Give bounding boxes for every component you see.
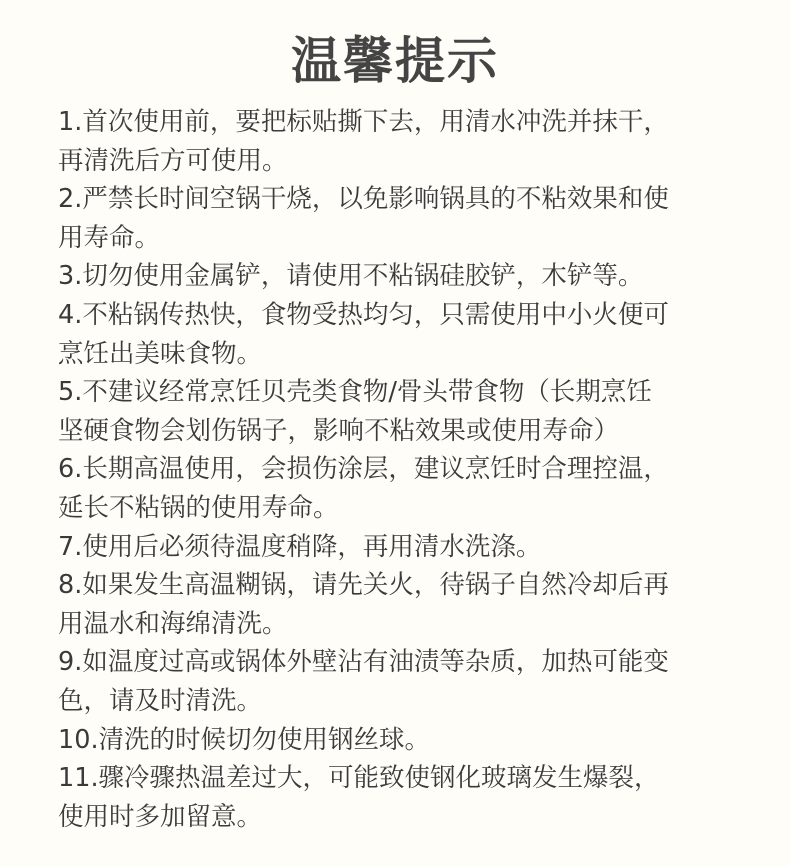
- tip-line: 用温水和海绵清洗。: [58, 608, 288, 639]
- tip-line: 使用时多加留意。: [58, 801, 263, 832]
- tip-line: 8.如果发生高温糊锅，请先关火，待锅子自然冷却后再: [58, 570, 669, 601]
- tip-line: 11.骤冷骤热温差过大，可能致使钢化玻璃发生爆裂，: [58, 763, 660, 794]
- page-title: 温馨提示: [291, 32, 499, 90]
- tip-line: 烹饪出美味食物。: [58, 338, 263, 369]
- tip-line: 9.如温度过高或锅体外壁沾有油渍等杂质，加热可能变: [58, 647, 669, 678]
- tip-item: [58, 643, 732, 720]
- tip-item: [58, 566, 732, 643]
- tip-item: [58, 296, 732, 373]
- tip-item: [58, 373, 732, 450]
- tip-line: 6.长期高温使用，会损伤涂层，建议烹饪时合理控温，: [58, 454, 669, 485]
- tip-line: 10.清洗的时候切勿使用钢丝球。: [58, 724, 431, 755]
- tip-line: 1.首次使用前，要把标贴撕下去，用清水冲洗并抹干，: [58, 107, 669, 137]
- tip-item: [58, 759, 732, 836]
- tip-line: 用寿命。: [58, 222, 161, 253]
- tip-item: [58, 721, 732, 760]
- tip-item: [58, 528, 732, 567]
- tip-item: [58, 180, 732, 257]
- tips-list: [58, 103, 732, 836]
- tip-item: [58, 103, 732, 180]
- tip-line: 再清洗后方可使用。: [58, 145, 288, 176]
- tip-line: 3.切勿使用金属铲，请使用不粘锅硅胶铲，木铲等。: [58, 261, 644, 292]
- tip-line: 7.使用后必须待温度稍降，再用清水洗涤。: [58, 531, 542, 562]
- tip-line: 2.严禁长时间空锅干烧，以免影响锅具的不粘效果和使: [58, 184, 669, 215]
- tip-item: [58, 450, 732, 527]
- tip-line: 4.不粘锅传热快，食物受热均匀，只需使用中小火便可: [58, 299, 669, 330]
- tip-line: 延长不粘锅的使用寿命。: [58, 492, 339, 523]
- tip-line: 坚硬食物会划伤锅子，影响不粘效果或使用寿命）: [58, 415, 620, 446]
- tip-item: [58, 257, 732, 296]
- tip-line: 5.不建议经常烹饪贝壳类食物/骨头带食物（长期烹饪: [58, 377, 652, 408]
- tip-line: 色，请及时清洗。: [58, 685, 263, 716]
